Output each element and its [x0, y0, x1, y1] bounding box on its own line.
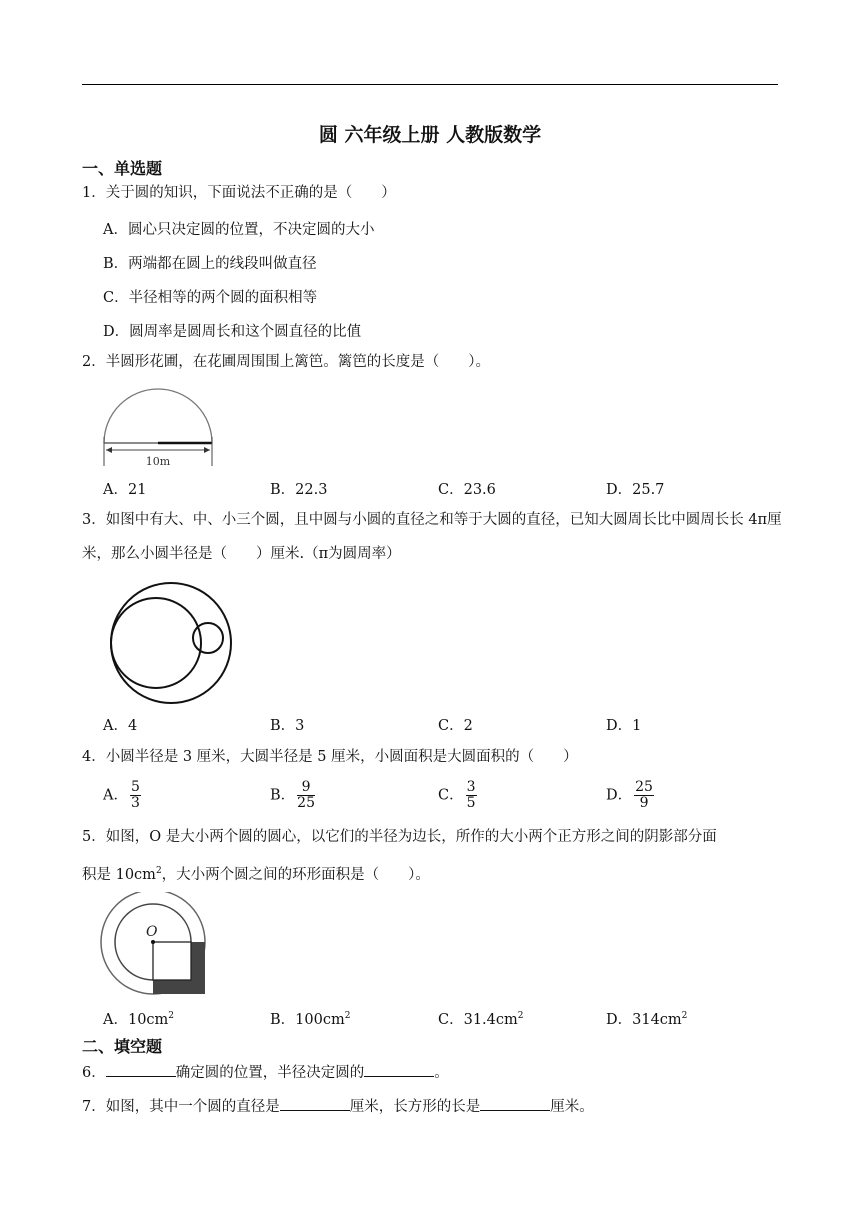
stem-text: ，大小两个圆之间的环形面积是（ ）。 — [161, 866, 430, 883]
question-5-option-a — [103, 1008, 174, 1029]
superscript: 2 — [681, 1011, 688, 1022]
superscript: 2 — [168, 1011, 175, 1022]
page-title: 圆 六年级上册 人教版数学 — [318, 124, 542, 146]
question-1-stem: 1．关于圆的知识，下面说法不正确的是（ ） — [82, 185, 396, 201]
numerator: 9 — [297, 780, 315, 796]
stem-text: 积是 10cm — [82, 866, 156, 883]
question-3-option-d: D．1 — [606, 718, 642, 734]
center-label-o: O — [146, 924, 158, 940]
question-2-option-b: B．22.3 — [270, 482, 328, 498]
semicircle-garden-figure — [96, 382, 222, 472]
question-text: 7．如图，其中一个圆的直径是 — [82, 1099, 280, 1115]
question-2-stem: 2．半圆形花圃，在花圃周围围上篱笆。篱笆的长度是（ ）。 — [82, 354, 490, 370]
question-7 — [82, 1090, 594, 1124]
question-3-option-a: A．4 — [103, 718, 138, 734]
fraction — [297, 780, 315, 811]
question-text: 厘米。 — [550, 1099, 594, 1115]
denominator: 9 — [639, 795, 649, 811]
question-5-option-d — [606, 1008, 687, 1029]
option-letter: C． — [438, 787, 464, 804]
denominator: 3 — [130, 795, 140, 811]
question-4-option-b — [270, 780, 315, 811]
option-text: D．314cm — [606, 1012, 682, 1028]
option-text: C．31.4cm — [438, 1012, 518, 1028]
question-1-option-d: D．圆周率是圆周长和这个圆直径的比值 — [103, 324, 362, 340]
question-4-option-c — [438, 780, 477, 811]
question-3-option-c: C．2 — [438, 718, 473, 734]
numerator: 25 — [635, 779, 653, 795]
question-2-option-d: D．25.7 — [606, 482, 665, 498]
question-2-option-c: C．23.6 — [438, 482, 496, 498]
question-3-option-b: B．3 — [270, 718, 305, 734]
question-5-stem-line2 — [82, 854, 430, 892]
option-letter: A． — [103, 787, 128, 804]
superscript: 2 — [517, 1011, 524, 1022]
answer-blank[interactable] — [280, 1096, 350, 1111]
question-6 — [82, 1056, 449, 1090]
section-heading-single-choice: 一、单选题 — [82, 159, 163, 178]
fraction — [466, 780, 477, 811]
answer-blank[interactable] — [106, 1062, 176, 1077]
question-1-option-c: C．半径相等的两个圆的面积相等 — [103, 290, 318, 306]
answer-blank[interactable] — [364, 1062, 434, 1077]
question-4-option-d — [606, 780, 654, 811]
question-text: 确定圆的位置，半径决定圆的 — [175, 1065, 365, 1081]
question-4-stem: 4．小圆半径是 3 厘米，大圆半径是 5 厘米，小圆面积是大圆面积的（ ） — [82, 749, 578, 765]
answer-blank[interactable] — [480, 1096, 550, 1111]
concentric-circles-squares-figure — [100, 892, 212, 996]
fraction — [130, 780, 141, 811]
numerator: 5 — [130, 779, 140, 795]
question-3-stem: 3．如图中有大、中、小三个圆，且中圆与小圆的直径之和等于大圆的直径，已知大圆周长比中圆周长长 4π厘米，那么小圆半径是（ ）厘米.（π为圆周率） — [82, 512, 782, 562]
question-text: 。 — [434, 1065, 449, 1081]
question-2-option-a: A．21 — [103, 482, 147, 498]
question-1-option-a: A．圆心只决定圆的位置，不决定圆的大小 — [103, 222, 375, 238]
question-5-option-b — [270, 1008, 350, 1029]
section-heading-fill-blank: 二、填空题 — [82, 1037, 163, 1056]
semicircle-diameter-label: 10m — [145, 455, 171, 468]
numerator: 3 — [466, 779, 476, 795]
three-circles-figure — [104, 578, 244, 708]
denominator: 5 — [466, 795, 476, 811]
denominator: 25 — [297, 795, 315, 811]
question-text: 厘米，长方形的长是 — [349, 1099, 481, 1115]
question-5-option-c — [438, 1008, 523, 1029]
superscript: 2 — [155, 866, 162, 876]
option-letter: D． — [606, 787, 633, 804]
question-5-stem-line1: 5．如图，O 是大小两个圆的圆心，以它们的半径为边长，所作的大小两个正方形之间的阴影部分面 — [82, 829, 717, 845]
question-4-option-a — [103, 780, 141, 811]
question-1-option-b: B．两端都在圆上的线段叫做直径 — [103, 256, 317, 272]
fraction — [634, 780, 654, 811]
option-text: B．100cm — [270, 1012, 345, 1028]
superscript: 2 — [344, 1011, 351, 1022]
question-number: 6． — [82, 1065, 106, 1081]
option-text: A．10cm — [103, 1012, 169, 1028]
header-rule — [82, 84, 778, 85]
option-letter: B． — [270, 787, 296, 804]
